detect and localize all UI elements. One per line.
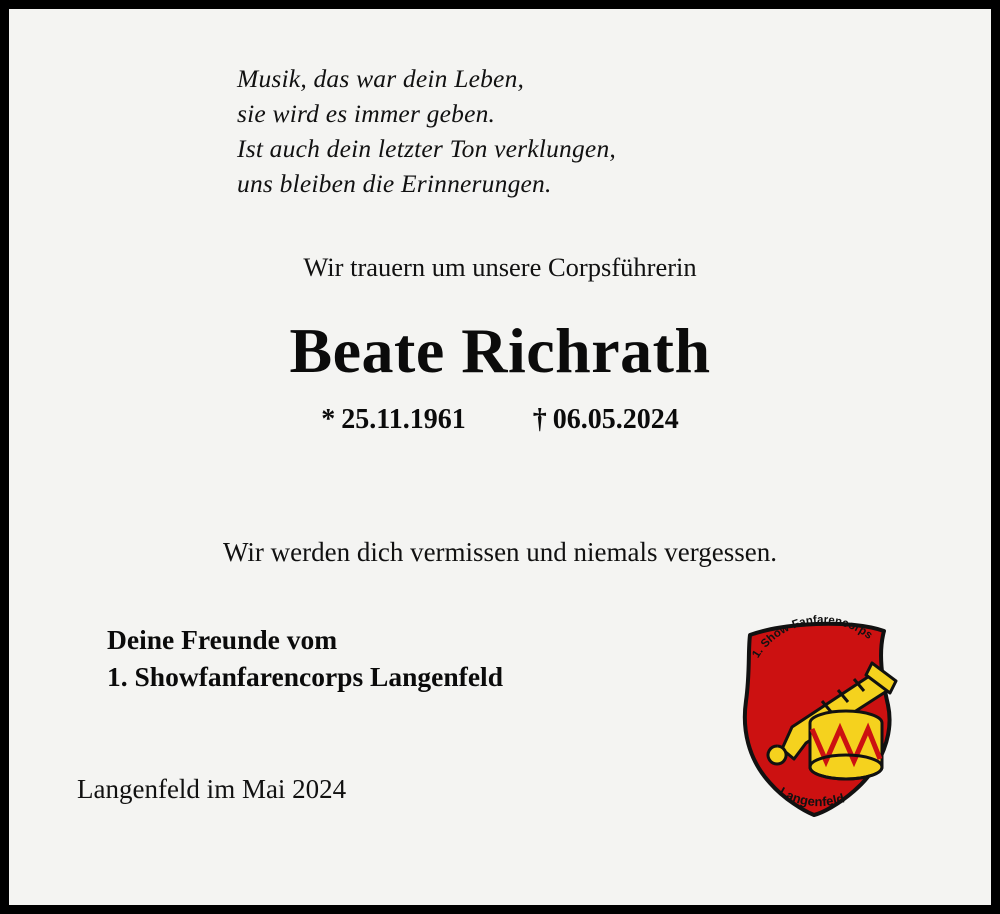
deceased-name: Beate Richrath <box>289 315 711 386</box>
obituary-card <box>9 9 991 905</box>
crest-bottom-text: Langenfeld <box>776 783 847 810</box>
cross-icon: † <box>532 404 547 435</box>
farewell-line: Wir werden dich vermissen und niemals vergessen. <box>222 537 777 567</box>
drum-icon <box>810 711 882 779</box>
birth-date: 25.11.1961 <box>341 404 466 435</box>
death-date-group <box>533 404 679 435</box>
signature-line-1: Deine Freunde vom <box>107 624 338 655</box>
place-and-date: Langenfeld im Mai 2024 <box>77 774 347 804</box>
poem-line-1: Musik, das war dein Leben, <box>237 64 525 93</box>
birth-date-group <box>321 404 472 435</box>
death-date: 06.05.2024 <box>552 404 679 435</box>
birth-star-icon: * <box>321 404 336 435</box>
crest-top-text: 1. Show-Fanfarencorps <box>750 614 875 661</box>
poem-block <box>237 61 616 201</box>
corps-crest-logo <box>722 609 912 824</box>
poem-line-4: uns bleiben die Erinnerungen. <box>237 169 552 198</box>
signature-block <box>107 621 503 695</box>
poem-line-2: sie wird es immer geben. <box>237 99 496 128</box>
poem-line-3: Ist auch dein letzter Ton verklungen, <box>237 134 616 163</box>
life-dates <box>9 404 991 436</box>
mourning-line: Wir trauern um unsere Corpsführerin <box>303 252 697 282</box>
signature-line-2: 1. Showfanfarencorps Langenfeld <box>107 661 503 692</box>
